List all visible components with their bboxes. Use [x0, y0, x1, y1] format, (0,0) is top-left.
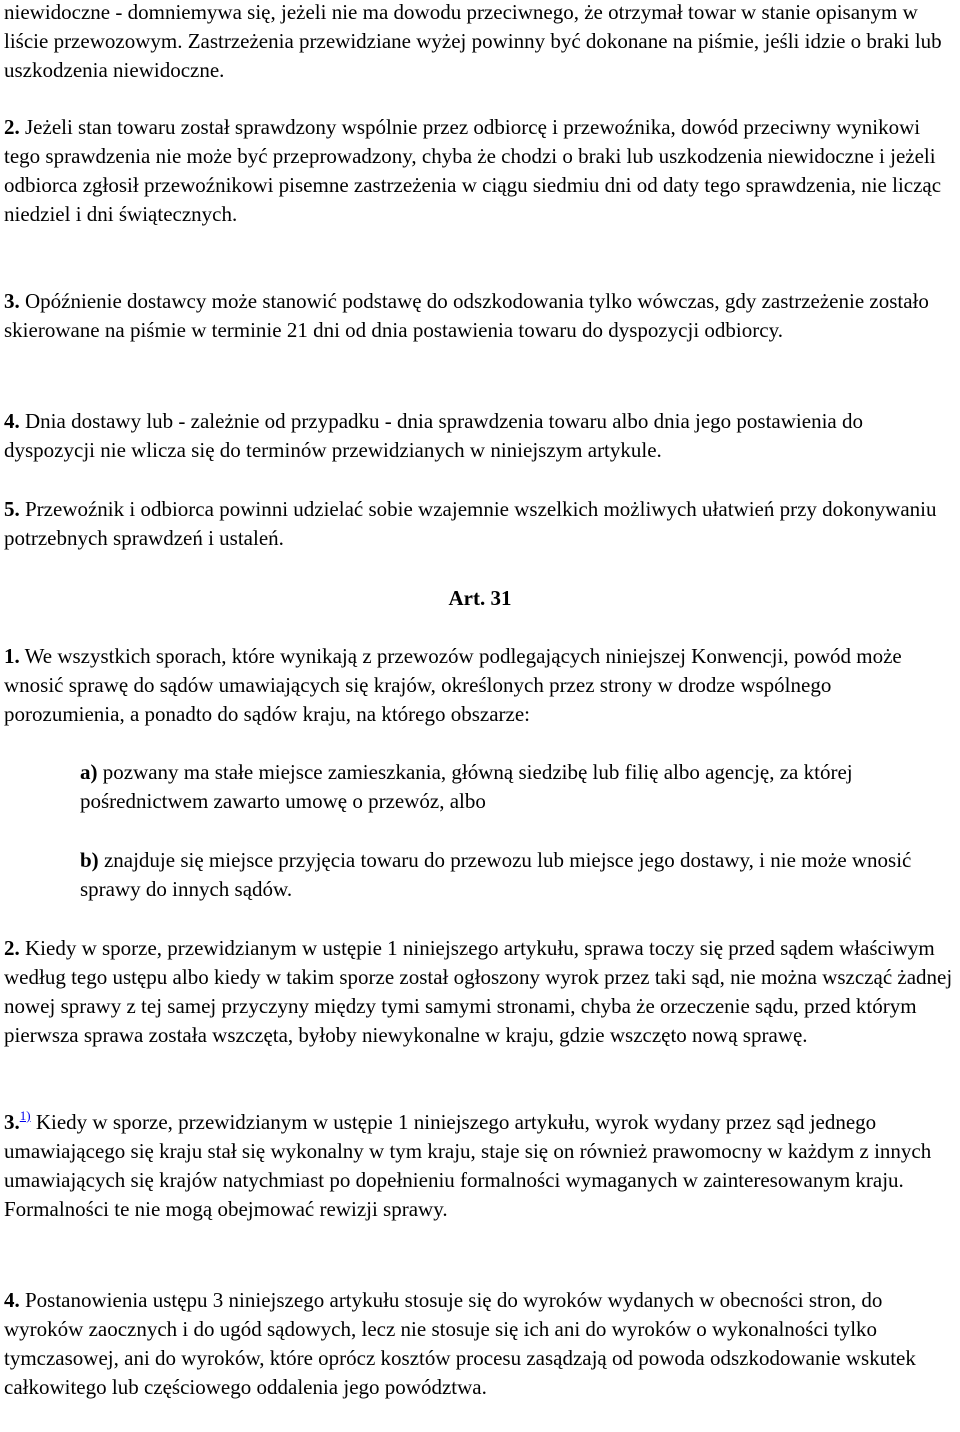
art31-point-a	[80, 758, 956, 816]
point-text: pozwany ma stałe miejsce zamieszkania, główną siedzibę lub filię albo agencję, za której pośrednictwem zawarto umowę o przewóz, albo	[80, 760, 853, 813]
paragraph-number: 4.	[4, 1288, 20, 1312]
paragraph-number: 3.	[4, 289, 20, 313]
paragraph-text: Przewoźnik i odbiorca powinni udzielać sobie wzajemnie wszelkich możliwych ułatwień przy dokonywaniu potrzebnych sprawdzeń i ustaleń.	[4, 497, 937, 550]
paragraph-number: 2.	[4, 115, 20, 139]
paragraph-text: Opóźnienie dostawcy może stanowić podstawę do odszkodowania tylko wówczas, gdy zastrzeżenie zostało skierowane na piśmie w terminie 21 dni od dnia postawienia towaru do dyspozycji odbiorcy.	[4, 289, 929, 342]
intro-paragraph: niewidoczne - domniemywa się, jeżeli nie ma dowodu przeciwnego, że otrzymał towar w stanie opisanym w liście przewozowym. Zastrzeżenia przewidziane wyżej powinny być dokonane na piśmie, jeśli idzie o braki lub uszkodzenia niewidoczne.	[4, 0, 942, 82]
paragraph-number: 3.	[4, 1110, 20, 1134]
paragraph-text: Jeżeli stan towaru został sprawdzony wspólnie przez odbiorcę i przewoźnika, dowód przeciwny wynikowi tego sprawdzenia nie może być przeprowadzony, chyba że chodzi o braki lub uszkodzenia niewidoczne i jeżeli odbiorca zgłosił przewoźnikowi pisemne zastrzeżenia w ciągu siedmiu dni od daty tego sprawdzenia, nie licząc niedziel i dni świątecznych.	[4, 115, 942, 226]
paragraph-text: We wszystkich sporach, które wynikają z przewozów podlegających niniejszej Konwencji, powód może wnosić sprawę do sądów umawiających się krajów, określonych przez strony w drodze wspólnego porozumienia, a ponadto do sądów kraju, na którego obszarze:	[4, 644, 902, 726]
point-letter: a)	[80, 760, 98, 784]
paragraph-text: Postanowienia ustępu 3 niniejszego artykułu stosuje się do wyroków wydanych w obecności stron, do wyroków zaocznych i do ugód sądowych, lecz nie stosuje się ich ani do wyroków o wykonalności tylko tymczasowej, ani do wyroków, które oprócz kosztów procesu zasądzają od powoda odszkodowanie wskutek całkowitego lub częściowego oddalenia jego powództwa.	[4, 1288, 916, 1399]
footnote-link[interactable]: 1)	[19, 1108, 31, 1123]
art31-point-b	[80, 846, 956, 904]
art30-paragraph-3	[4, 287, 956, 345]
paragraph-number: 5.	[4, 497, 20, 521]
paragraph-number: 4.	[4, 409, 20, 433]
art30-paragraph-5	[4, 495, 956, 553]
point-text: znajduje się miejsce przyjęcia towaru do przewozu lub miejsce jego dostawy, i nie może wnosić sprawy do innych sądów.	[80, 848, 912, 901]
paragraph-text: Dnia dostawy lub - zależnie od przypadku - dnia sprawdzenia towaru albo dnia jego postawienia do dyspozycji nie wlicza się do terminów przewidzianych w niniejszym artykule.	[4, 409, 863, 462]
art31-paragraph-2	[4, 934, 956, 1050]
art31-paragraph-1	[4, 642, 956, 729]
article-heading: Art. 31	[448, 586, 512, 610]
art31-paragraph-4	[4, 1286, 956, 1402]
paragraph-text: Kiedy w sporze, przewidzianym w ustępie 1 niniejszego artykułu, sprawa toczy się przed sądem właściwym według tego ustępu albo kiedy w takim sporze został ogłoszony wyrok przez taki sąd, nie można wszcząć żadnej nowej sprawy z tej samej przyczyny między tymi samymi stronami, chyba że orzeczenie sądu, przed którym pierwsza sprawa została wszczęta, byłoby niewykonalne w kraju, gdzie wszczęto nową sprawę.	[4, 936, 953, 1047]
art30-paragraph-4	[4, 407, 956, 465]
art31-paragraph-3	[4, 1108, 956, 1224]
paragraph-number: 2.	[4, 936, 20, 960]
art30-paragraph-2	[4, 113, 956, 229]
paragraph-text: Kiedy w sporze, przewidzianym w ustępie 1 niniejszego artykułu, wyrok wydany przez sąd jednego umawiającego się kraju stał się wykonalny w tym kraju, staje się on również prawomocny w każdym z innych umawiających się krajów natychmiast po dopełnieniu formalności wymaganych w zainteresowanym kraju. Formalności te nie mogą obejmować rewizji sprawy.	[4, 1110, 932, 1221]
paragraph-number: 1.	[4, 644, 20, 668]
point-letter: b)	[80, 848, 99, 872]
